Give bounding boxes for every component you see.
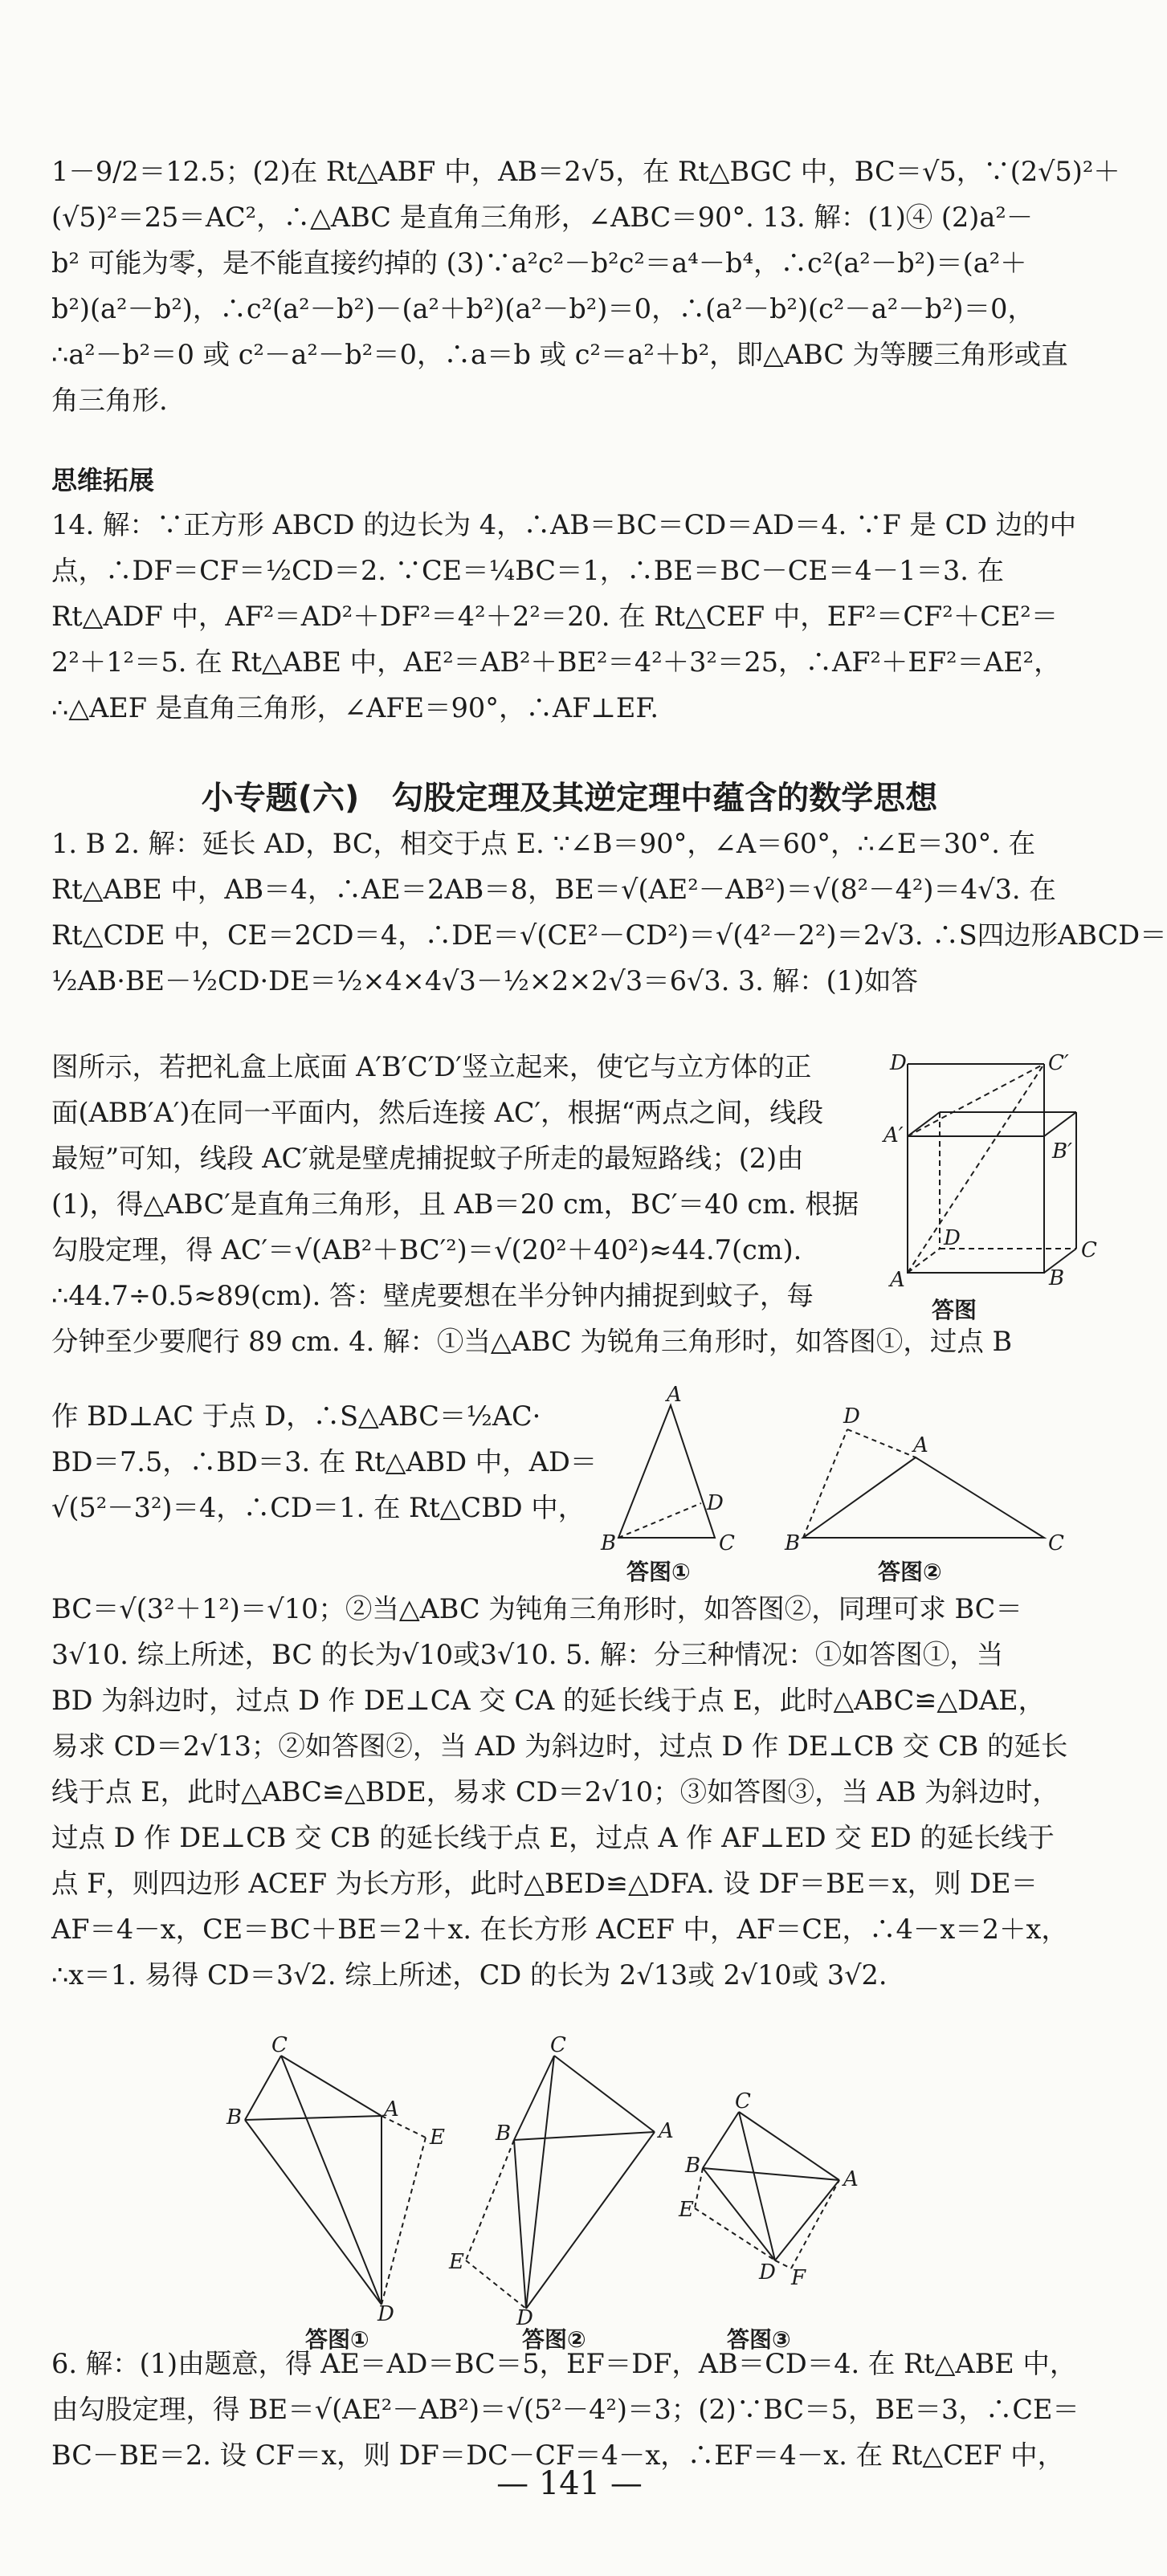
label-A: A <box>913 1433 928 1457</box>
paragraph-q3-cont <box>51 1044 863 1273</box>
text-line: ∴△AEF 是直角三角形，∠AFE＝90°，∴AF⊥EF. <box>51 692 659 723</box>
label-C: C <box>1081 1238 1097 1262</box>
label-C: C <box>550 2033 566 2057</box>
text-line: √(5²－3²)＝4，∴CD＝1. 在 Rt△CBD 中， <box>51 1492 586 1523</box>
text-line: 分钟至少要爬行 89 cm. 4. 解：①当△ABC 为锐角三角形时，如答图①，过点 B <box>51 1326 1013 1357</box>
text-line: ½AB·BE－½CD·DE＝½×4×4√3－½×2×2√3＝6√3. 3. 解：(1)如答 <box>51 965 919 997</box>
text-line: Rt△ADF 中，AF²＝AD²＋DF²＝4²＋2²＝20. 在 Rt△CEF 中，EF²＝CF²＋CE²＝ <box>51 601 1059 632</box>
q5-diagram-2 <box>446 2033 687 2330</box>
text-line: 线于点 E，此时△ABC≌△BDE，易求 CD＝2√10；③如答图③，当 AB 为斜边时， <box>51 1776 1059 1808</box>
paragraph-q12-q13 <box>51 149 1120 423</box>
label-D: D <box>843 1404 860 1429</box>
page-number: — 141 — <box>496 2465 643 2502</box>
label-A-prime: A′ <box>883 1123 904 1147</box>
text-line: b² 可能为零，是不能直接约掉的 (3)∵a²c²－b²c²＝a⁴－b⁴，∴c²(a²－b²)＝(a²＋ <box>51 247 1027 279</box>
label-D: D <box>944 1226 961 1250</box>
text-line: BC＝√(3²＋1²)＝√10；②当△ABC 为钝角三角形时，如答图②，同理可求 BC＝ <box>51 1593 1022 1624</box>
obtuse-triangle-diagram <box>783 1405 1072 1558</box>
label-E: E <box>449 2250 464 2274</box>
text-line: 作 BD⊥AC 于点 D，∴S△ABC＝½AC· <box>51 1400 541 1432</box>
label-A: A <box>843 2167 859 2191</box>
label-C-prime: C′ <box>1048 1051 1069 1075</box>
text-line: BD＝7.5，∴BD＝3. 在 Rt△ABD 中，AD＝ <box>51 1446 598 1478</box>
paragraph-q4-cont <box>51 1393 598 1531</box>
label-B: B <box>685 2154 701 2178</box>
q5-caption-3: 答图③ <box>727 2326 791 2353</box>
text-line: 易求 CD＝2√13；②如答图②，当 AD 为斜边时，过点 D 作 DE⊥CB 交 CB 的延长 <box>51 1730 1068 1762</box>
label-B-prime: B′ <box>1052 1139 1073 1164</box>
text-line: 1－9/2＝12.5；(2)在 Rt△ABF 中，AB＝2√5，在 Rt△BGC 中，BC＝√5，∵(2√5)²＋ <box>51 156 1120 187</box>
text-line: 点 F，则四边形 ACEF 为长方形，此时△BED≌△DFA. 设 DF＝BE＝x，则 DE＝ <box>51 1868 1038 1899</box>
text-line: 角三角形. <box>51 385 168 416</box>
text-line: 点，∴DF＝CF＝½CD＝2. ∵CE＝¼BC＝1，∴BE＝BC－CE＝4－1＝3. 在 <box>51 555 1005 586</box>
label-B: B <box>1049 1266 1065 1290</box>
text-line: (1)，得△ABC′是直角三角形，且 AB＝20 cm，BC′＝40 cm. 根据 <box>51 1188 859 1220</box>
text-line: 2²＋1²＝5. 在 Rt△ABE 中，AE²＝AB²＋BE²＝4²＋3²＝25，∴AF²＋EF²＝AE²， <box>51 646 1061 678</box>
triangle-figure-1 <box>594 1383 755 1585</box>
text-line: 图所示，若把礼盒上底面 A′B′C′D′竖立起来，使它与立方体的正 <box>51 1051 812 1082</box>
text-line: 由勾股定理，得 BE＝√(AE²－AB²)＝√(5²－4²)＝3；(2)∵BC＝5，BE＝3，∴CE＝ <box>51 2394 1079 2425</box>
label-B: B <box>785 1531 801 1555</box>
tri2-caption: 答图② <box>878 1559 942 1585</box>
q5-diagram-1 <box>225 2033 466 2326</box>
text-line: BC－BE＝2. 设 CF＝x，则 DF＝DC－CF＝4－x，∴EF＝4－x. 在 Rt△CEF 中， <box>51 2439 1065 2471</box>
paragraph-q1-q3 <box>51 821 1167 1004</box>
paragraph-q4-q5 <box>51 1586 1087 1998</box>
label-A: A <box>384 2097 399 2122</box>
tri1-caption: 答图① <box>626 1559 691 1585</box>
text-line: Rt△ABE 中，AB＝4，∴AE＝2AB＝8，BE＝√(AE²－AB²)＝√(8²－4²)＝4√3. 在 <box>51 874 1056 905</box>
label-A: A <box>890 1268 905 1292</box>
label-E: E <box>430 2126 445 2150</box>
label-C: C <box>1048 1531 1064 1555</box>
acute-triangle-diagram <box>594 1383 755 1558</box>
text-line: 14. 解：∵正方形 ABCD 的边长为 4，∴AB＝BC＝CD＝AD＝4. ∵F 是 CD 边的中 <box>51 509 1077 540</box>
text-line: 1. B 2. 解：延长 AD，BC，相交于点 E. ∵∠B＝90°，∠A＝60°，∴∠E＝30°. 在 <box>51 828 1035 859</box>
text-line: AF＝4－x，CE＝BC＋BE＝2＋x. 在长方形 ACEF 中，AF＝CE，∴4－x＝2＋x， <box>51 1914 1068 1945</box>
label-D: D <box>759 2260 776 2285</box>
section-heading: 小专题(六) 勾股定理及其逆定理中蕴含的数学思想 <box>201 780 938 817</box>
label-D: D <box>516 2306 533 2330</box>
text-line: 6. 解：(1)由题意，得 AE＝AD＝BC＝5，EF＝DF，AB＝CD＝4. 在 Rt△ABE 中， <box>51 2348 1077 2379</box>
q5-figure-1 <box>225 2033 466 2353</box>
text-line: BD 为斜边时，过点 D 作 DE⊥CA 交 CA 的延长线于点 E，此时△ABC≌△DAE， <box>51 1685 1046 1716</box>
triangle-figure-2 <box>783 1404 1072 1585</box>
label-A: A <box>667 1383 682 1407</box>
q5-caption-1: 答图① <box>305 2326 369 2353</box>
text-line: ∴44.7÷0.5≈89(cm). 答：壁虎要想在半分钟内捕捉到蚊子，每 <box>51 1280 814 1311</box>
text-line: Rt△CDE 中，CE＝2CD＝4，∴DE＝√(CE²－CD²)＝√(4²－2²)＝2√3. ∴S四边形ABCD＝ <box>51 919 1167 951</box>
label-C: C <box>735 2089 751 2113</box>
text-line: 最短”可知，线段 AC′就是壁虎捕捉蚊子所走的最短路线；(2)由 <box>51 1143 804 1174</box>
section-label-thinking-extension: 思维拓展 <box>51 465 155 495</box>
text-line: ∴x＝1. 易得 CD＝3√2. 综上所述，CD 的长为 2√13或 2√10或 3√2. <box>51 1959 887 1991</box>
q5-figure-2 <box>446 2033 687 2353</box>
text-line: 3√10. 综上所述，BC 的长为√10或3√10. 5. 解：分三种情况：①如答图①，当 <box>51 1639 1004 1670</box>
label-A: A <box>659 2119 674 2143</box>
paragraph-q3-q4 <box>51 1273 1087 1364</box>
text-line: ∴a²－b²＝0 或 c²－a²－b²＝0，∴a＝b 或 c²＝a²＋b²，即△ABC 为等腰三角形或直 <box>51 339 1068 370</box>
label-D-prime: D <box>890 1051 907 1075</box>
label-D: D <box>707 1491 724 1515</box>
label-E: E <box>679 2198 694 2222</box>
label-C: C <box>271 2033 288 2057</box>
label-B: B <box>226 2105 243 2130</box>
label-B: B <box>496 2122 512 2146</box>
paragraph-q6 <box>51 2341 1087 2478</box>
cube-caption: 答图 <box>932 1297 977 1323</box>
text-line: 过点 D 作 DE⊥CB 交 CB 的延长线于点 E，过点 A 作 AF⊥ED 交 ED 的延长线于 <box>51 1822 1055 1853</box>
text-line: 勾股定理，得 AC′＝√(AB²＋BC′²)＝√(20²＋40²)≈44.7(cm). <box>51 1234 802 1266</box>
text-line: b²)(a²－b²)，∴c²(a²－b²)－(a²＋b²)(a²－b²)＝0，∴(a²－b²)(c²－a²－b²)＝0， <box>51 293 1034 324</box>
label-B: B <box>601 1531 617 1555</box>
label-D: D <box>377 2302 394 2326</box>
q5-diagram-3 <box>679 2089 887 2313</box>
q5-figure-3 <box>679 2089 887 2353</box>
text-line: (√5)²＝25＝AC²，∴△ABC 是直角三角形，∠ABC＝90°. 13. 解：(1)④ (2)a²－ <box>51 202 1034 233</box>
paragraph-q14 <box>51 502 1087 731</box>
text-line: 面(ABB′A′)在同一平面内，然后连接 AC′，根据“两点之间，线段 <box>51 1097 824 1128</box>
label-C: C <box>719 1531 735 1555</box>
q5-caption-2: 答图② <box>522 2326 586 2353</box>
label-F: F <box>791 2266 806 2290</box>
